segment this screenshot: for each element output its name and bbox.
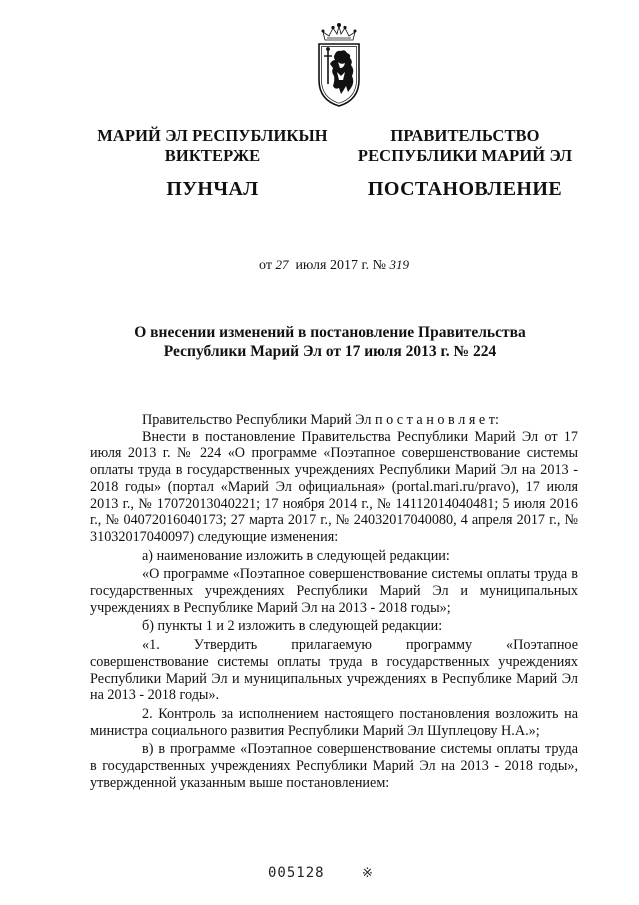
header-left-line2: ВИКТЕРЖЕ [164, 146, 261, 165]
header-left-doc-type: ПУНЧАЛ [166, 178, 259, 200]
coat-of-arms-emblem [311, 20, 367, 108]
body-paragraph: 2. Контроль за исполнением настоящего постановления возложить на министра социального развития Республики Марий Эл Шуплецову Н.А.»; [90, 705, 578, 739]
header-left-line1: МАРИЙ ЭЛ РЕСПУБЛИКЫН [97, 126, 328, 145]
body-paragraph: «1. Утвердить прилагаемую программу «Поэтапное совершенствование системы оплаты труда в государственных учреждениях Республики Марий Эл и муниципальных учреждениях в Республике Марий Эл на 2013 - 2018 годы». [90, 637, 578, 704]
body-paragraph: Внести в постановление Правительства Республики Марий Эл от 17 июля 2013 г. № 224 «О программе «Поэтапное совершенствование системы оплаты труда в государственных учреждениях Республики Марий Эл на 2013 - 2018 годы» (портал «Марий Эл официальная» (portal.mari.ru/pravo), 17 июля 2013 г., № 17072013040221; 17 ноября 2014 г., № 14112014040481; 5 июля 2016 г., № 04072016040173; 27 марта 2017 г., № 24032017040080, 4 апреля 2017 г., № 31032017040097) следующие изменения: [90, 428, 578, 545]
body-paragraph: «О программе «Поэтапное совершенствование системы оплаты труда в государственных учреждениях Республики Марий Эл и муниципальных учреждениях в Республике Марий Эл на 2013 - 2018 годы»; [90, 566, 578, 616]
body-paragraph: а) наименование изложить в следующей редакции: [142, 547, 450, 564]
serial-number: 005128 [268, 865, 325, 881]
body-paragraph: в) в программе «Поэтапное совершенствование системы оплаты труда в государственных учреждениях Республики Марий Эл на 2013 - 2018 годы», утвержденной указанным выше постановлением: [90, 741, 578, 791]
footer-mark-icon: ※ [362, 866, 374, 881]
date-day: 27 [275, 257, 289, 272]
document-title [120, 323, 540, 361]
document-date [259, 257, 409, 274]
header-right-doc-type: ПОСТАНОВЛЕНИЕ [367, 178, 563, 200]
document-body [90, 412, 578, 791]
header-right-line2: РЕСПУБЛИКИ МАРИЙ ЭЛ [357, 146, 573, 165]
crown-icon [322, 23, 356, 40]
header-left [85, 126, 340, 201]
title-line1: О внесении изменений в постановление Правительства [134, 324, 526, 341]
body-paragraph: б) пункты 1 и 2 изложить в следующей редакции: [142, 618, 443, 635]
document-number: 319 [389, 257, 409, 272]
date-month-year: июля 2017 г. № [295, 258, 386, 273]
body-paragraph: Правительство Республики Марий Эл п о с т а н о в л я е т: [142, 412, 499, 428]
footer-serial [268, 865, 374, 881]
header-right-line1: ПРАВИТЕЛЬСТВО [390, 126, 540, 145]
title-line2: Республики Марий Эл от 17 июля 2013 г. № 224 [163, 343, 497, 360]
date-prefix: от [259, 258, 272, 273]
header-right [345, 126, 585, 201]
